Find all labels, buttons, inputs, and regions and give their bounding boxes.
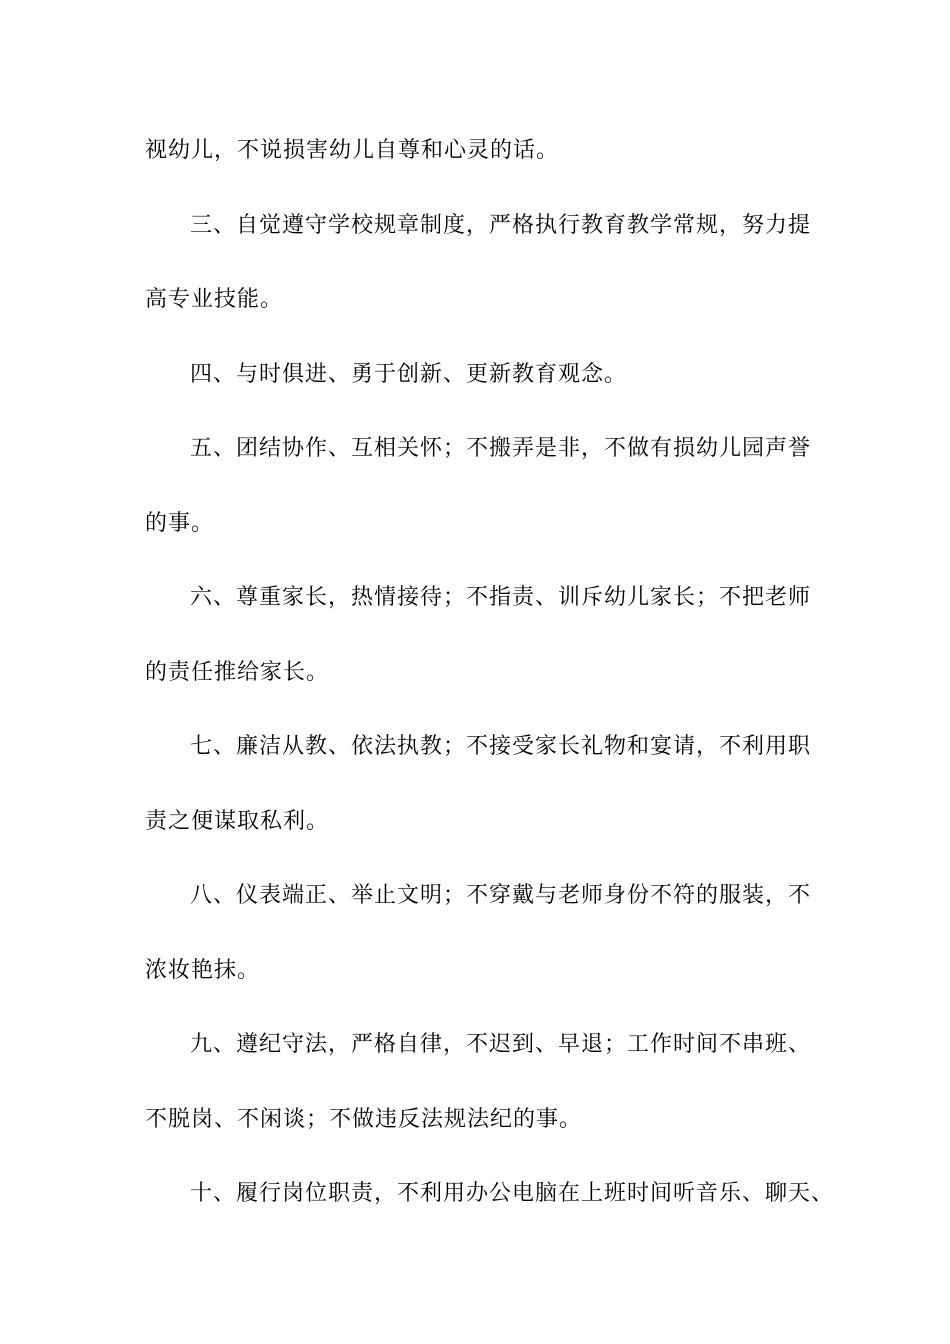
text-line-15: 十、履行岗位职责，不利用办公电脑在上班时间听音乐、聊天、 xyxy=(190,1181,835,1206)
text-line-8: 的责任推给家长。 xyxy=(145,660,330,685)
text-line-2: 三、自觉遵守学校规章制度，严格执行教育教学常规，努力提 xyxy=(190,213,812,238)
text-line-1: 视幼儿，不说损害幼儿自尊和心灵的话。 xyxy=(145,138,560,163)
text-line-7: 六、尊重家长，热情接待；不指责、训斥幼儿家长；不把老师 xyxy=(190,585,812,610)
text-line-14: 不脱岗、不闲谈；不做违反法规法纪的事。 xyxy=(145,1107,583,1132)
text-line-9: 七、廉洁从教、依法执教；不接受家长礼物和宴请，不利用职 xyxy=(190,734,812,759)
text-line-10: 责之便谋取私利。 xyxy=(145,809,330,834)
text-line-4: 四、与时俱进、勇于创新、更新教育观念。 xyxy=(190,362,628,387)
text-line-5: 五、团结协作、互相关怀；不搬弄是非，不做有损幼儿园声誉 xyxy=(190,436,812,461)
text-line-13: 九、遵纪守法，严格自律，不迟到、早退；工作时间不串班、 xyxy=(190,1032,812,1057)
text-line-11: 八、仪表端正、举止文明；不穿戴与老师身份不符的服装，不 xyxy=(190,883,812,908)
text-line-6: 的事。 xyxy=(145,511,215,536)
text-line-3: 高专业技能。 xyxy=(145,287,284,312)
text-line-12: 浓妆艳抹。 xyxy=(145,958,261,983)
